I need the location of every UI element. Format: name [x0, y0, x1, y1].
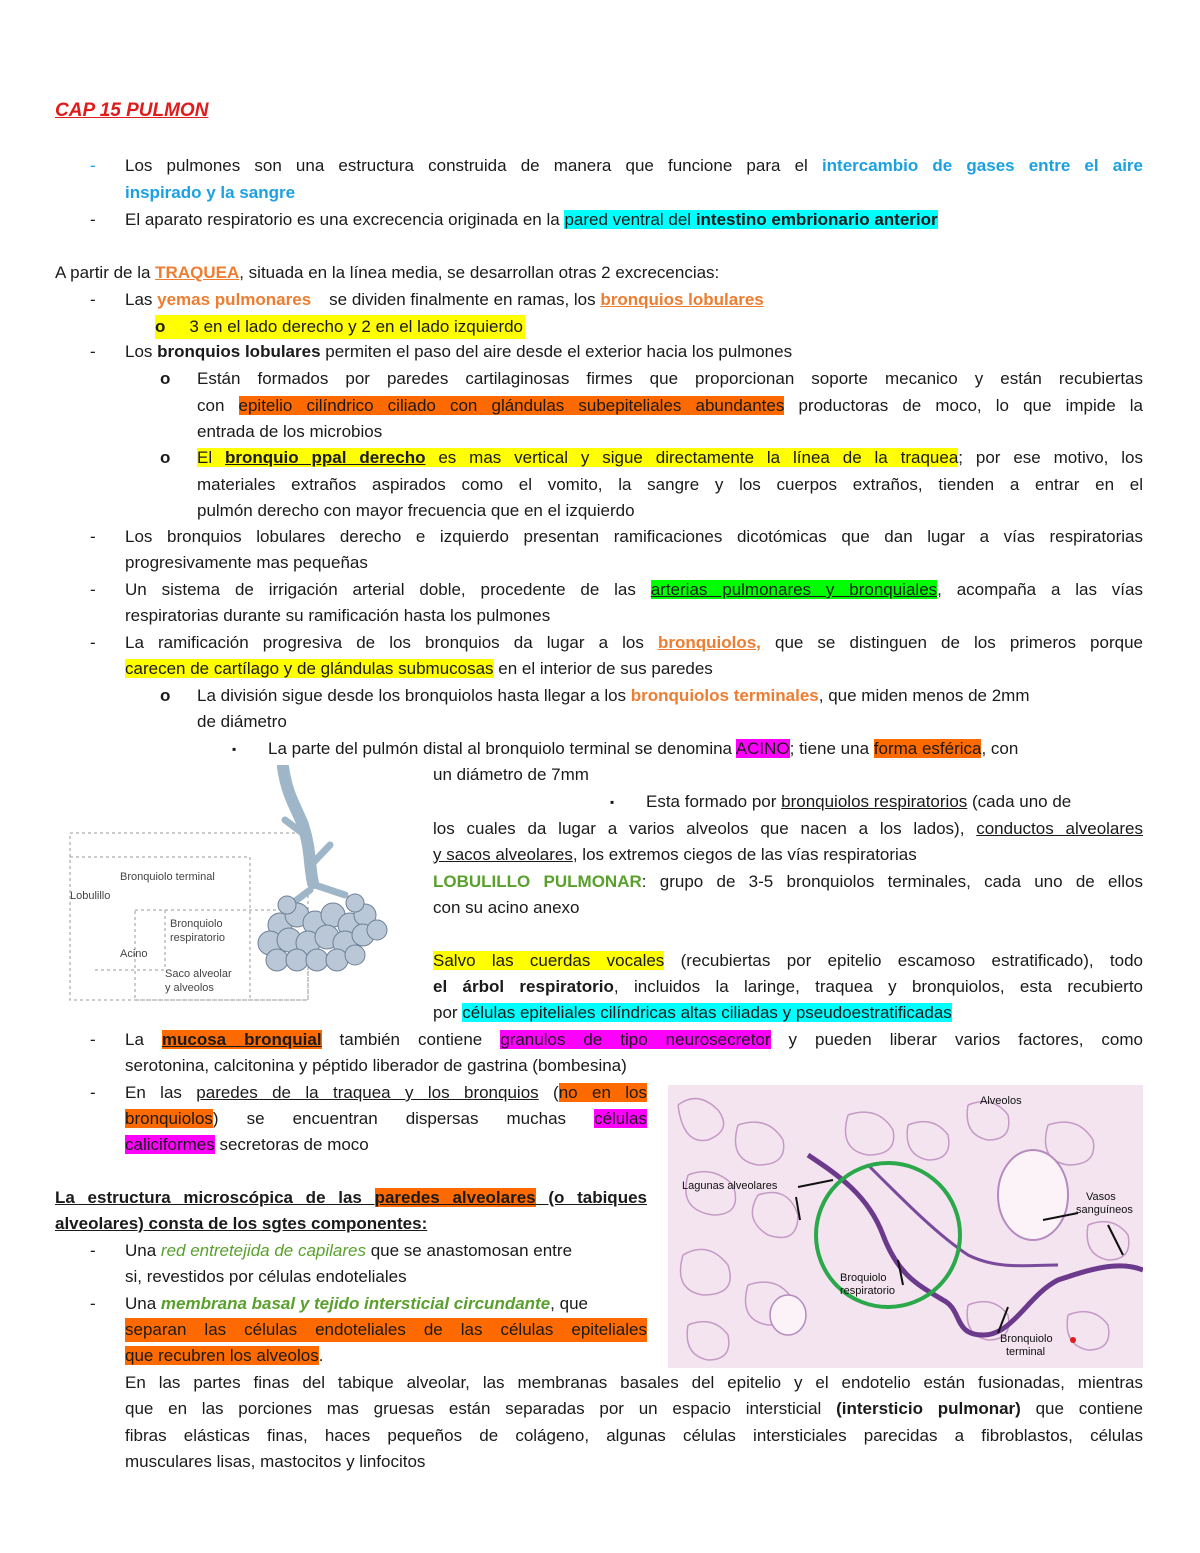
- highlight-run: carecen de cartílago y de glándulas submucosas: [125, 659, 494, 678]
- highlight-run: Salvo las cuerdas vocales: [433, 951, 665, 970]
- paragraph-line: inspirado y la sangre: [125, 183, 296, 202]
- text-run: se dividen finalmente en ramas, los: [329, 290, 601, 309]
- text-run: (cada uno de: [967, 792, 1072, 811]
- square-bullet: ▪: [610, 795, 615, 809]
- paragraph-line: progresivamente mas pequeñas: [125, 553, 368, 572]
- text-run: y pueden liberar varios factores, como: [770, 1030, 1143, 1049]
- fig2-label: respiratorio: [840, 1285, 896, 1297]
- text-run: los cuales da lugar a varios alveolos que nacen a los lados),: [433, 819, 977, 838]
- text-run: .: [318, 1346, 324, 1365]
- paragraph-line: serotonina, calcitonina y péptido liberador de gastrina (bombesina): [125, 1056, 627, 1075]
- highlight-run: bronquiolos: [125, 1109, 213, 1128]
- text-run: bronquios lobulares: [600, 290, 764, 309]
- paragraph-line: [55, 261, 719, 285]
- text-run: bronquiolos respiratorios: [781, 792, 968, 811]
- dash-bullet: -: [90, 633, 96, 652]
- paragraph-line: [125, 631, 1143, 655]
- text-run: por: [433, 1003, 463, 1022]
- fig1-label: Lobulillo: [70, 890, 111, 902]
- text-run: , que: [550, 1294, 588, 1313]
- text-run: Una: [125, 1241, 161, 1260]
- paragraph-line: [433, 975, 1143, 999]
- text-run: , incluidos la laringe, traquea y bronquiolos, esta recubierto: [613, 977, 1143, 996]
- paragraph-line: [125, 208, 938, 232]
- dash-bullet: -: [90, 210, 96, 229]
- text-run: bronquiolos terminales: [630, 686, 819, 705]
- dash-bullet: -: [90, 580, 96, 599]
- text-run: conductos alveolares: [976, 819, 1143, 838]
- paragraph-line: de diámetro: [197, 712, 287, 731]
- text-run: Los: [125, 342, 158, 361]
- text-run: intestino embrionario anterior: [695, 210, 938, 229]
- highlight-run: caliciformes: [125, 1135, 215, 1154]
- text-run: bronquiolos,: [657, 633, 761, 652]
- fig1-label: y alveolos: [165, 982, 214, 994]
- text-run: La: [125, 1030, 162, 1049]
- fig2-label: Lagunas alveolares: [682, 1180, 778, 1192]
- paragraph-line: con su acino anexo: [433, 898, 580, 917]
- paragraph-line: fibras elásticas finas, haces pequeños de colágeno, algunas células intersticiales parecidas a fibroblastos, células: [125, 1426, 1143, 1445]
- text-run: que se distinguen de los primeros porque: [760, 633, 1143, 652]
- paragraph-line: respiratorias durante su ramificación hasta los pulmones: [125, 606, 551, 625]
- paragraph-line: [125, 657, 713, 681]
- text-run: LOBULILLO PULMONAR: [433, 872, 642, 891]
- text-run: La parte del pulmón distal al bronquiolo terminal se denomina: [268, 739, 736, 758]
- paragraph-line: Los bronquios lobulares derecho e izquierdo presentan ramificaciones dicotómicas que dan lugar a vías respiratorias: [125, 527, 1143, 546]
- text-run: (: [538, 1083, 559, 1102]
- paragraph-line: [433, 843, 917, 867]
- page-title: CAP 15 PULMON: [55, 100, 209, 121]
- text-run: Una: [125, 1294, 161, 1313]
- highlight-run: arterias pulmonares y bronquiales: [650, 580, 938, 599]
- highlight-run: mucosa bronquial: [161, 1030, 322, 1049]
- highlight-run: forma esférica: [873, 739, 982, 758]
- paragraph-line: [197, 446, 1143, 470]
- highlight-run: que recubren los alveolos: [125, 1346, 319, 1365]
- text-run: En las: [125, 1083, 197, 1102]
- text-run: bronquios lobulares: [157, 342, 321, 361]
- text-run: (recubiertas por epitelio escamoso estratificado), todo: [664, 951, 1143, 970]
- paragraph-line: [433, 817, 1143, 841]
- paragraph-line: [125, 1344, 323, 1368]
- lung-histology-image: [668, 1085, 1143, 1368]
- paragraph-line: [125, 578, 1143, 602]
- text-run: Esta formado por: [646, 792, 782, 811]
- highlight-run: células epiteliales cilíndricas altas ciliadas y pseudoestratificadas: [462, 1003, 952, 1022]
- dash-bullet: -: [90, 527, 96, 546]
- paragraph-line: [125, 1292, 588, 1316]
- text-run: ) se encuentran dispersas muchas: [212, 1109, 595, 1128]
- text-run: membrana basal y tejido intersticial circundante: [160, 1294, 551, 1313]
- text-run: El aparato respiratorio es una excrecencia originada en la: [125, 210, 565, 229]
- text-run: en el interior de sus paredes: [493, 659, 713, 678]
- fig2-label: Vasos: [1086, 1191, 1116, 1203]
- text-run: bronquio ppal derecho: [225, 448, 426, 467]
- paragraph-line: [125, 1239, 572, 1263]
- text-run: que se anastomosan entre: [366, 1241, 573, 1260]
- text-run: yemas pulmonares: [157, 290, 312, 309]
- fig2-label: sanguíneos: [1076, 1204, 1133, 1216]
- paragraph-line: si, revestidos por células endoteliales: [125, 1267, 407, 1286]
- fig1-label: respiratorio: [170, 932, 226, 944]
- paragraph-line: [125, 1107, 647, 1131]
- paragraph-line: pulmón derecho con mayor frecuencia que en el izquierdo: [197, 501, 635, 520]
- paragraph-line: [433, 949, 1143, 973]
- circle-bullet: o: [160, 448, 171, 467]
- text-run: A partir de la: [55, 263, 156, 282]
- paragraph-line: [646, 790, 1071, 814]
- dash-bullet: -: [90, 1030, 96, 1049]
- paragraph-line: alveolares) consta de los sgtes componentes:: [55, 1214, 428, 1233]
- highlight-run: [197, 448, 958, 467]
- text-run: y sacos alveolares: [433, 845, 573, 864]
- text-run: Los pulmones son una estructura construida de manera que funcione para el: [125, 156, 822, 175]
- text-run: TRAQUEA: [155, 263, 240, 282]
- fig1-label: Bronquiolo terminal: [120, 871, 215, 883]
- paragraph-line: En las partes finas del tabique alveolar, las membranas basales del epitelio y el endotelio están fusionadas, mientras: [125, 1373, 1143, 1392]
- circle-bullet: o: [160, 369, 171, 388]
- paragraph-line: [125, 288, 764, 312]
- text-run: El: [197, 448, 225, 467]
- text-run: red entretejida de capilares: [160, 1241, 366, 1260]
- circle-bullet: o: [155, 317, 166, 336]
- text-run: pared ventral del: [564, 210, 696, 229]
- text-run: con: [197, 396, 239, 415]
- text-run: ; por ese motivo, los: [958, 448, 1143, 467]
- dash-bullet: -: [90, 290, 96, 309]
- paragraph-line: [125, 1028, 1143, 1052]
- highlight-run: ACINO: [735, 739, 790, 758]
- paragraph-line: [155, 315, 525, 339]
- dash-bullet: -: [90, 342, 96, 361]
- paragraph-line: materiales extraños aspirados como el vomito, la sangre y los cuerpos extraños, tienden a entrar en el: [197, 475, 1143, 494]
- text-run: , acompaña a las vías: [937, 580, 1143, 599]
- paragraph-line: [268, 737, 1018, 761]
- fig2-label: Bronquiolo: [1000, 1333, 1053, 1345]
- fig2-label: Alveolos: [980, 1095, 1022, 1107]
- paragraph-line: entrada de los microbios: [197, 422, 383, 441]
- text-run: La ramificación progresiva de los bronquios da lugar a los: [125, 633, 658, 652]
- text-run: productoras de moco, lo que impide la: [784, 396, 1143, 415]
- highlight-run: células: [594, 1109, 647, 1128]
- text-run: , los extremos ciegos de las vías respiratorias: [572, 845, 917, 864]
- text-run: , con: [981, 739, 1019, 758]
- highlight-run: paredes alveolares: [374, 1188, 536, 1207]
- text-run: que contiene: [1020, 1399, 1143, 1418]
- text-run: Un sistema de irrigación arterial doble, procedente de las: [125, 580, 651, 599]
- paragraph-line: [125, 1081, 647, 1105]
- text-run: (intersticio pulmonar): [836, 1399, 1021, 1418]
- highlight-run: no en los: [558, 1083, 648, 1102]
- text-run: La división sigue desde los bronquiolos hasta llegar a los: [197, 686, 631, 705]
- text-run: paredes de la traquea y los bronquios: [196, 1083, 539, 1102]
- acinus-diagram: [65, 765, 410, 1005]
- paragraph-line: [125, 1133, 369, 1157]
- fig1-label: Saco alveolar: [165, 968, 232, 980]
- paragraph-line: musculares lisas, mastocitos y linfocitos: [125, 1452, 426, 1471]
- text-run: (o tabiques: [535, 1188, 647, 1207]
- text-run: Las: [125, 290, 158, 309]
- text-run: que en las porciones mas gruesas están separadas por un espacio intersticial: [125, 1399, 837, 1418]
- dash-bullet: -: [90, 1083, 96, 1102]
- highlight-run: [564, 210, 937, 229]
- highlight-run: epitelio cilíndrico ciliado con glándulas subepiteliales abundantes: [238, 396, 785, 415]
- fig1-label: Acino: [120, 948, 148, 960]
- dash-bullet: -: [90, 156, 96, 175]
- text-run: , que miden menos de 2mm: [818, 686, 1030, 705]
- fig1-label: Bronquiolo: [170, 918, 223, 930]
- circle-bullet: o: [160, 686, 171, 705]
- text-run: La estructura microscópica de las: [55, 1188, 375, 1207]
- dash-bullet: -: [90, 1241, 96, 1260]
- text-run: : grupo de 3-5 bronquiolos terminales, cada uno de ellos: [641, 872, 1143, 891]
- paragraph-line: [55, 1186, 647, 1210]
- paragraph-line: [197, 394, 1143, 418]
- paragraph-line: [125, 154, 1143, 178]
- vessel: [998, 1150, 1068, 1240]
- text-run: es mas vertical y sigue directamente la línea de la traquea: [425, 448, 959, 467]
- text-run: intercambio de gases entre el aire: [821, 156, 1143, 175]
- text-run: ; tiene una: [789, 739, 874, 758]
- text-run: permiten el paso del aire desde el exterior hacia los pulmones: [320, 342, 793, 361]
- square-bullet: ▪: [232, 742, 237, 756]
- text-run: secretoras de moco: [214, 1135, 369, 1154]
- dash-bullet: -: [90, 1294, 96, 1313]
- text-run: el árbol respiratorio: [433, 977, 614, 996]
- paragraph-line: un diámetro de 7mm: [433, 765, 589, 784]
- paragraph-line: separan las células endoteliales de las células epiteliales: [125, 1318, 647, 1342]
- paragraph-line: Están formados por paredes cartilaginosas firmes que proporcionan soporte mecanico y están recubiertas: [197, 369, 1143, 388]
- fig2-label: Broquiolo: [840, 1272, 887, 1284]
- paragraph-line: [125, 340, 792, 364]
- paragraph-line: [197, 684, 1029, 708]
- paragraph-line: [125, 1397, 1143, 1421]
- fig2-label: terminal: [1006, 1346, 1046, 1358]
- text-run: , situada en la línea media, se desarrollan otras 2 excrecencias:: [239, 263, 720, 282]
- paragraph-line: [433, 1001, 952, 1025]
- highlight-run: granulos de tipo neurosecretor: [500, 1030, 771, 1049]
- text-run: 3 en el lado derecho y 2 en el lado izquierdo: [189, 317, 524, 336]
- text-run: también contiene: [321, 1030, 501, 1049]
- paragraph-line: [433, 870, 1143, 894]
